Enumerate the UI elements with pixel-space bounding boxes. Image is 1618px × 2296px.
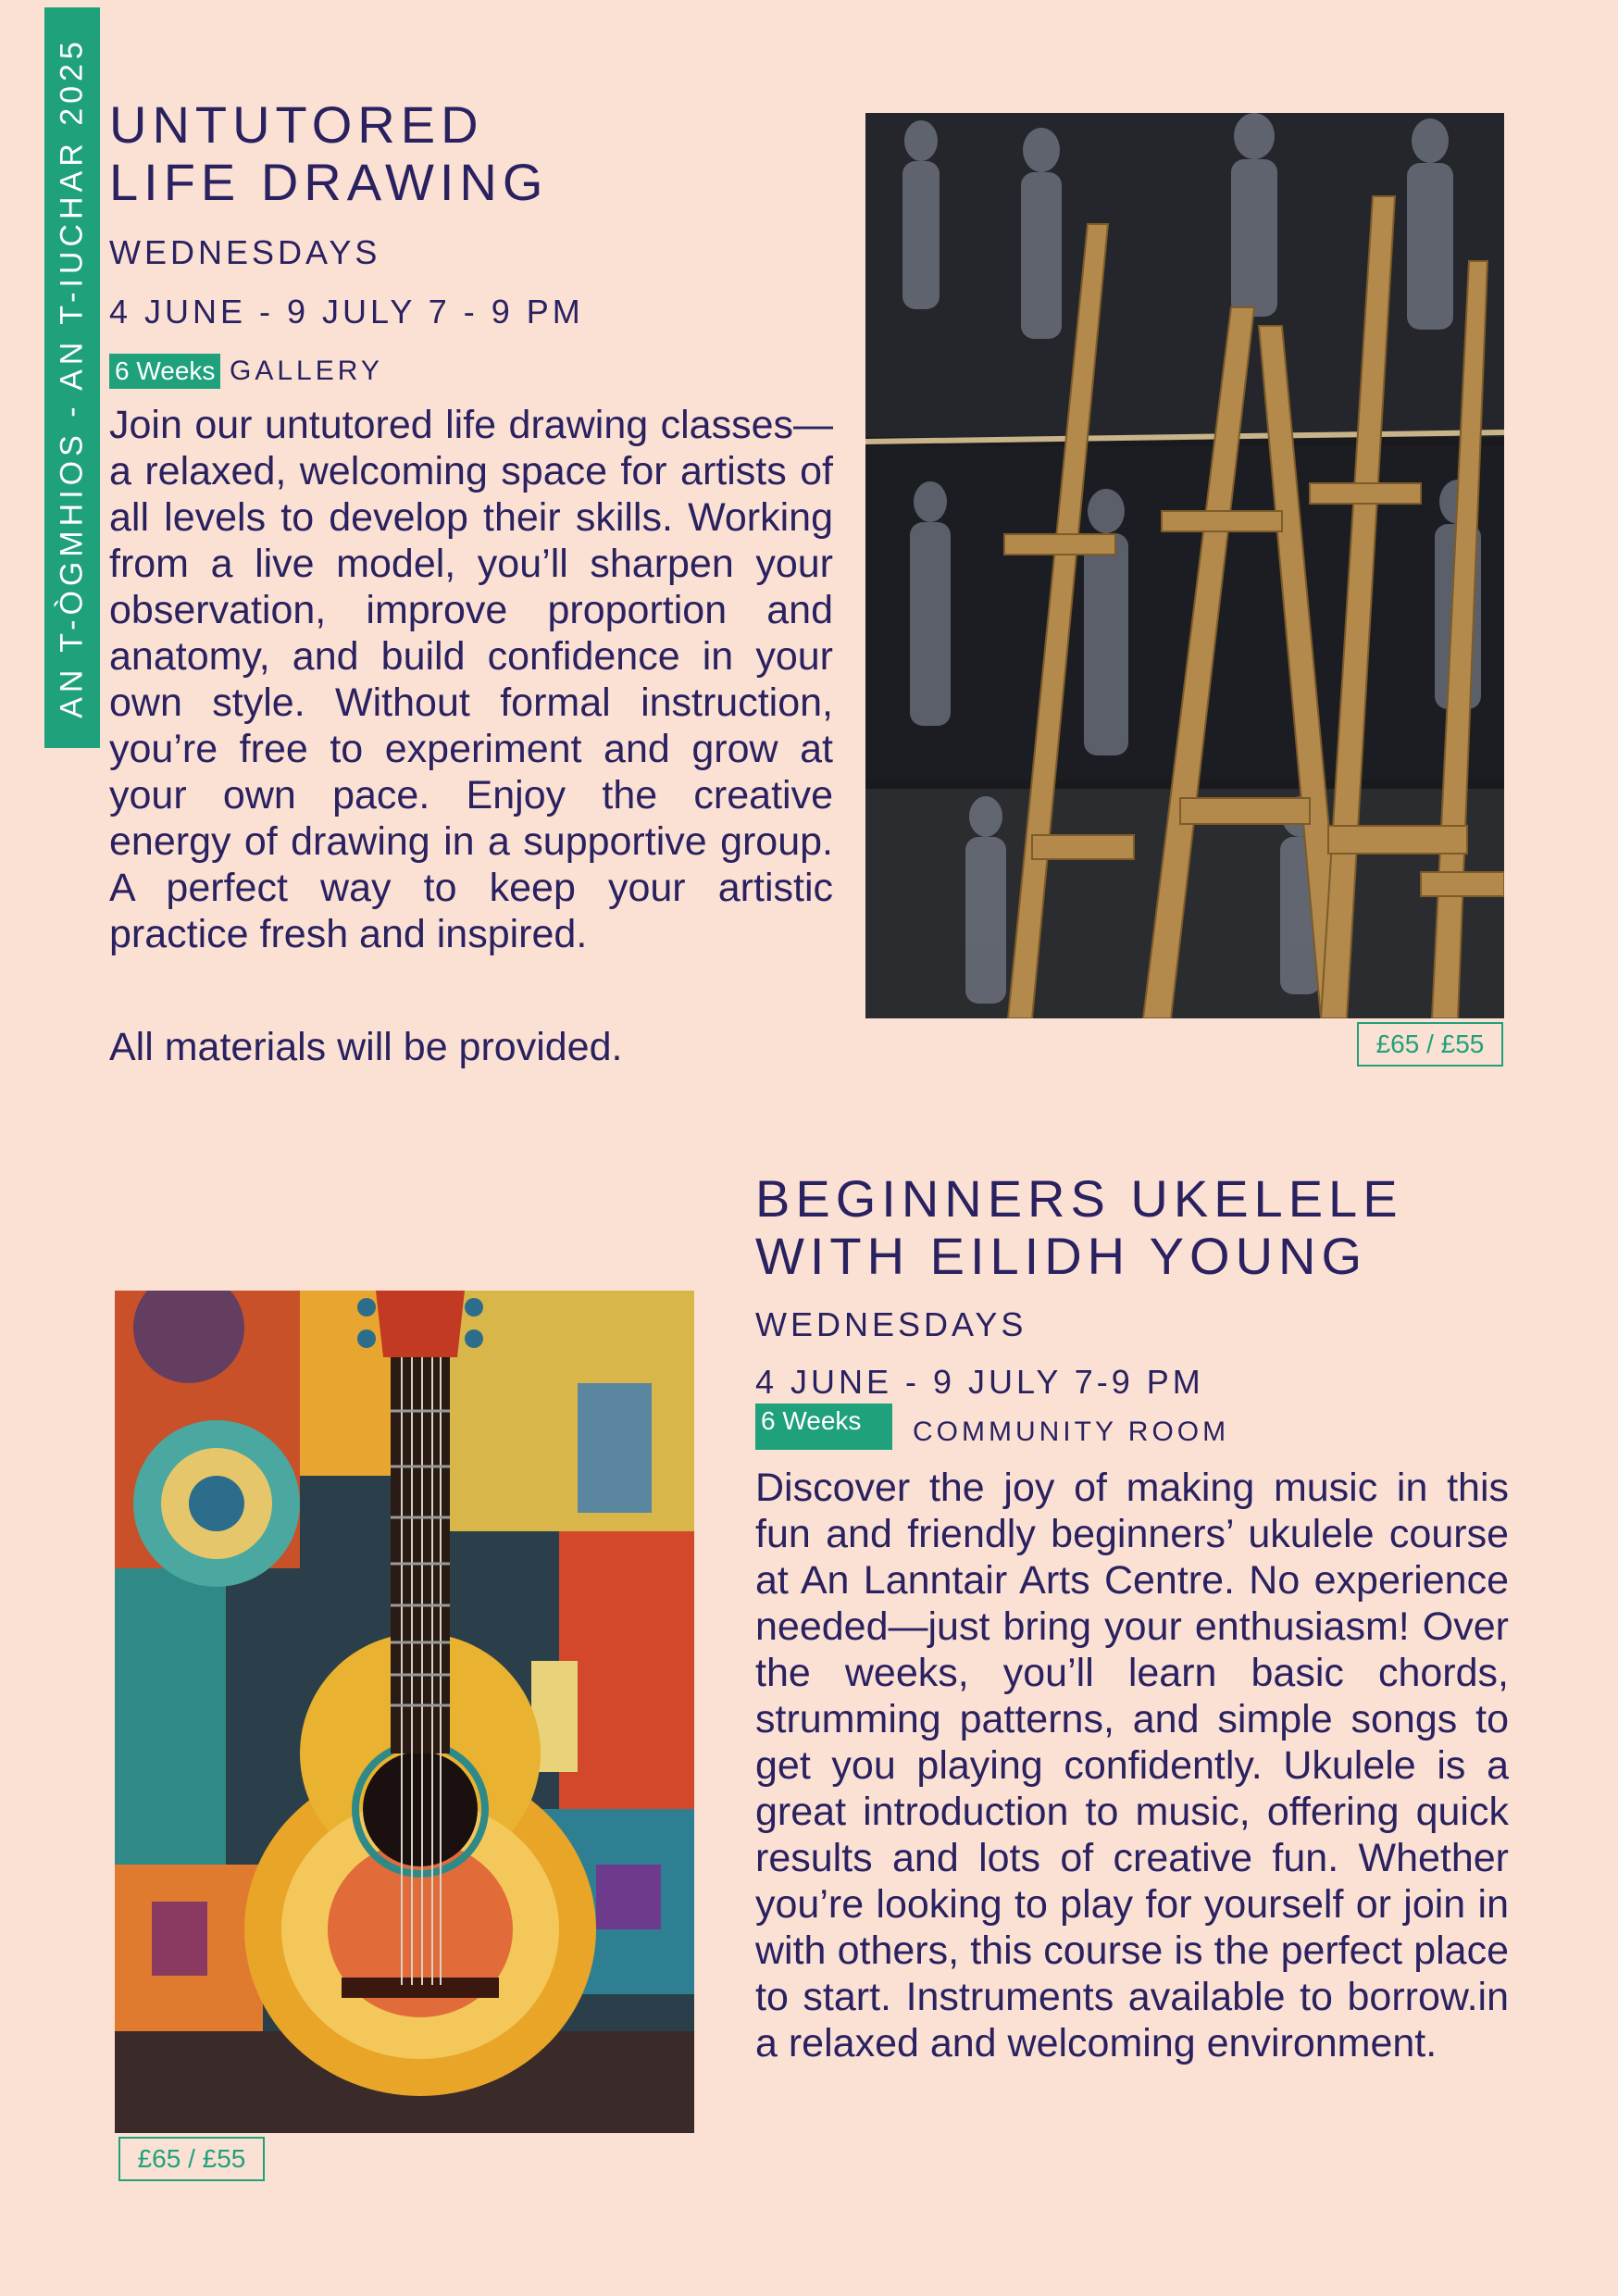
- side-tab-label: AN T-ÒGMHIOS - AN T-IUCHAR 2025: [54, 37, 90, 718]
- title-line: UNTUTORED: [109, 95, 484, 154]
- life-drawing-easels-photo: [865, 113, 1504, 1018]
- price-label: £65 / £55: [1357, 1022, 1503, 1067]
- course-venue: GALLERY: [230, 356, 383, 386]
- course-venue: COMMUNITY ROOM: [913, 1416, 1230, 1447]
- course-note: All materials will be provided.: [109, 1025, 623, 1069]
- course-day: WEDNESDAYS: [109, 233, 381, 271]
- abstract-guitar-painting: [115, 1291, 694, 2133]
- price-label: £65 / £55: [118, 2137, 265, 2181]
- course-day: WEDNESDAYS: [755, 1305, 1027, 1343]
- title-line: WITH EILIDH YOUNG: [755, 1227, 1368, 1285]
- course-title-life-drawing: [109, 96, 548, 211]
- course-description: Join our untutored life drawing classes—a relaxed, welcoming space for artists of all levels to develop their skills. Working from a live model, you’ll sharpen your observation, improve proportion and anatomy, and build confidence in your own style. Without formal instruction, you’re free to experiment and grow at your own pace. Enjoy the creative energy of drawing in a supportive group. A perfect way to keep your artistic practice fresh and inspired.: [109, 403, 833, 956]
- course-title-ukulele: [755, 1170, 1403, 1285]
- course-dates: 4 JUNE - 9 JULY 7-9 PM: [755, 1363, 1204, 1401]
- course-description: Discover the joy of making music in this fun and friendly beginners’ ukulele course at An Lanntair Arts Centre. No experience needed—just bring your enthusiasm! Over the weeks, you’ll learn basic chords, strumming patterns, and simple songs to get you playing confidently. Ukulele is a great introduction to music, offering quick results and lots of creative fun. Whether you’re looking to play for yourself or join in with others, this course is the perfect place to start. Instruments available to borrow.in a relaxed and welcoming environment.: [755, 1466, 1509, 2065]
- title-line: BEGINNERS UKELELE: [755, 1169, 1403, 1228]
- duration-badge: 6 Weeks: [755, 1404, 892, 1450]
- title-line: LIFE DRAWING: [109, 153, 549, 211]
- course-dates: 4 JUNE - 9 JULY 7 - 9 PM: [109, 293, 584, 331]
- duration-badge: 6 Weeks: [109, 354, 220, 389]
